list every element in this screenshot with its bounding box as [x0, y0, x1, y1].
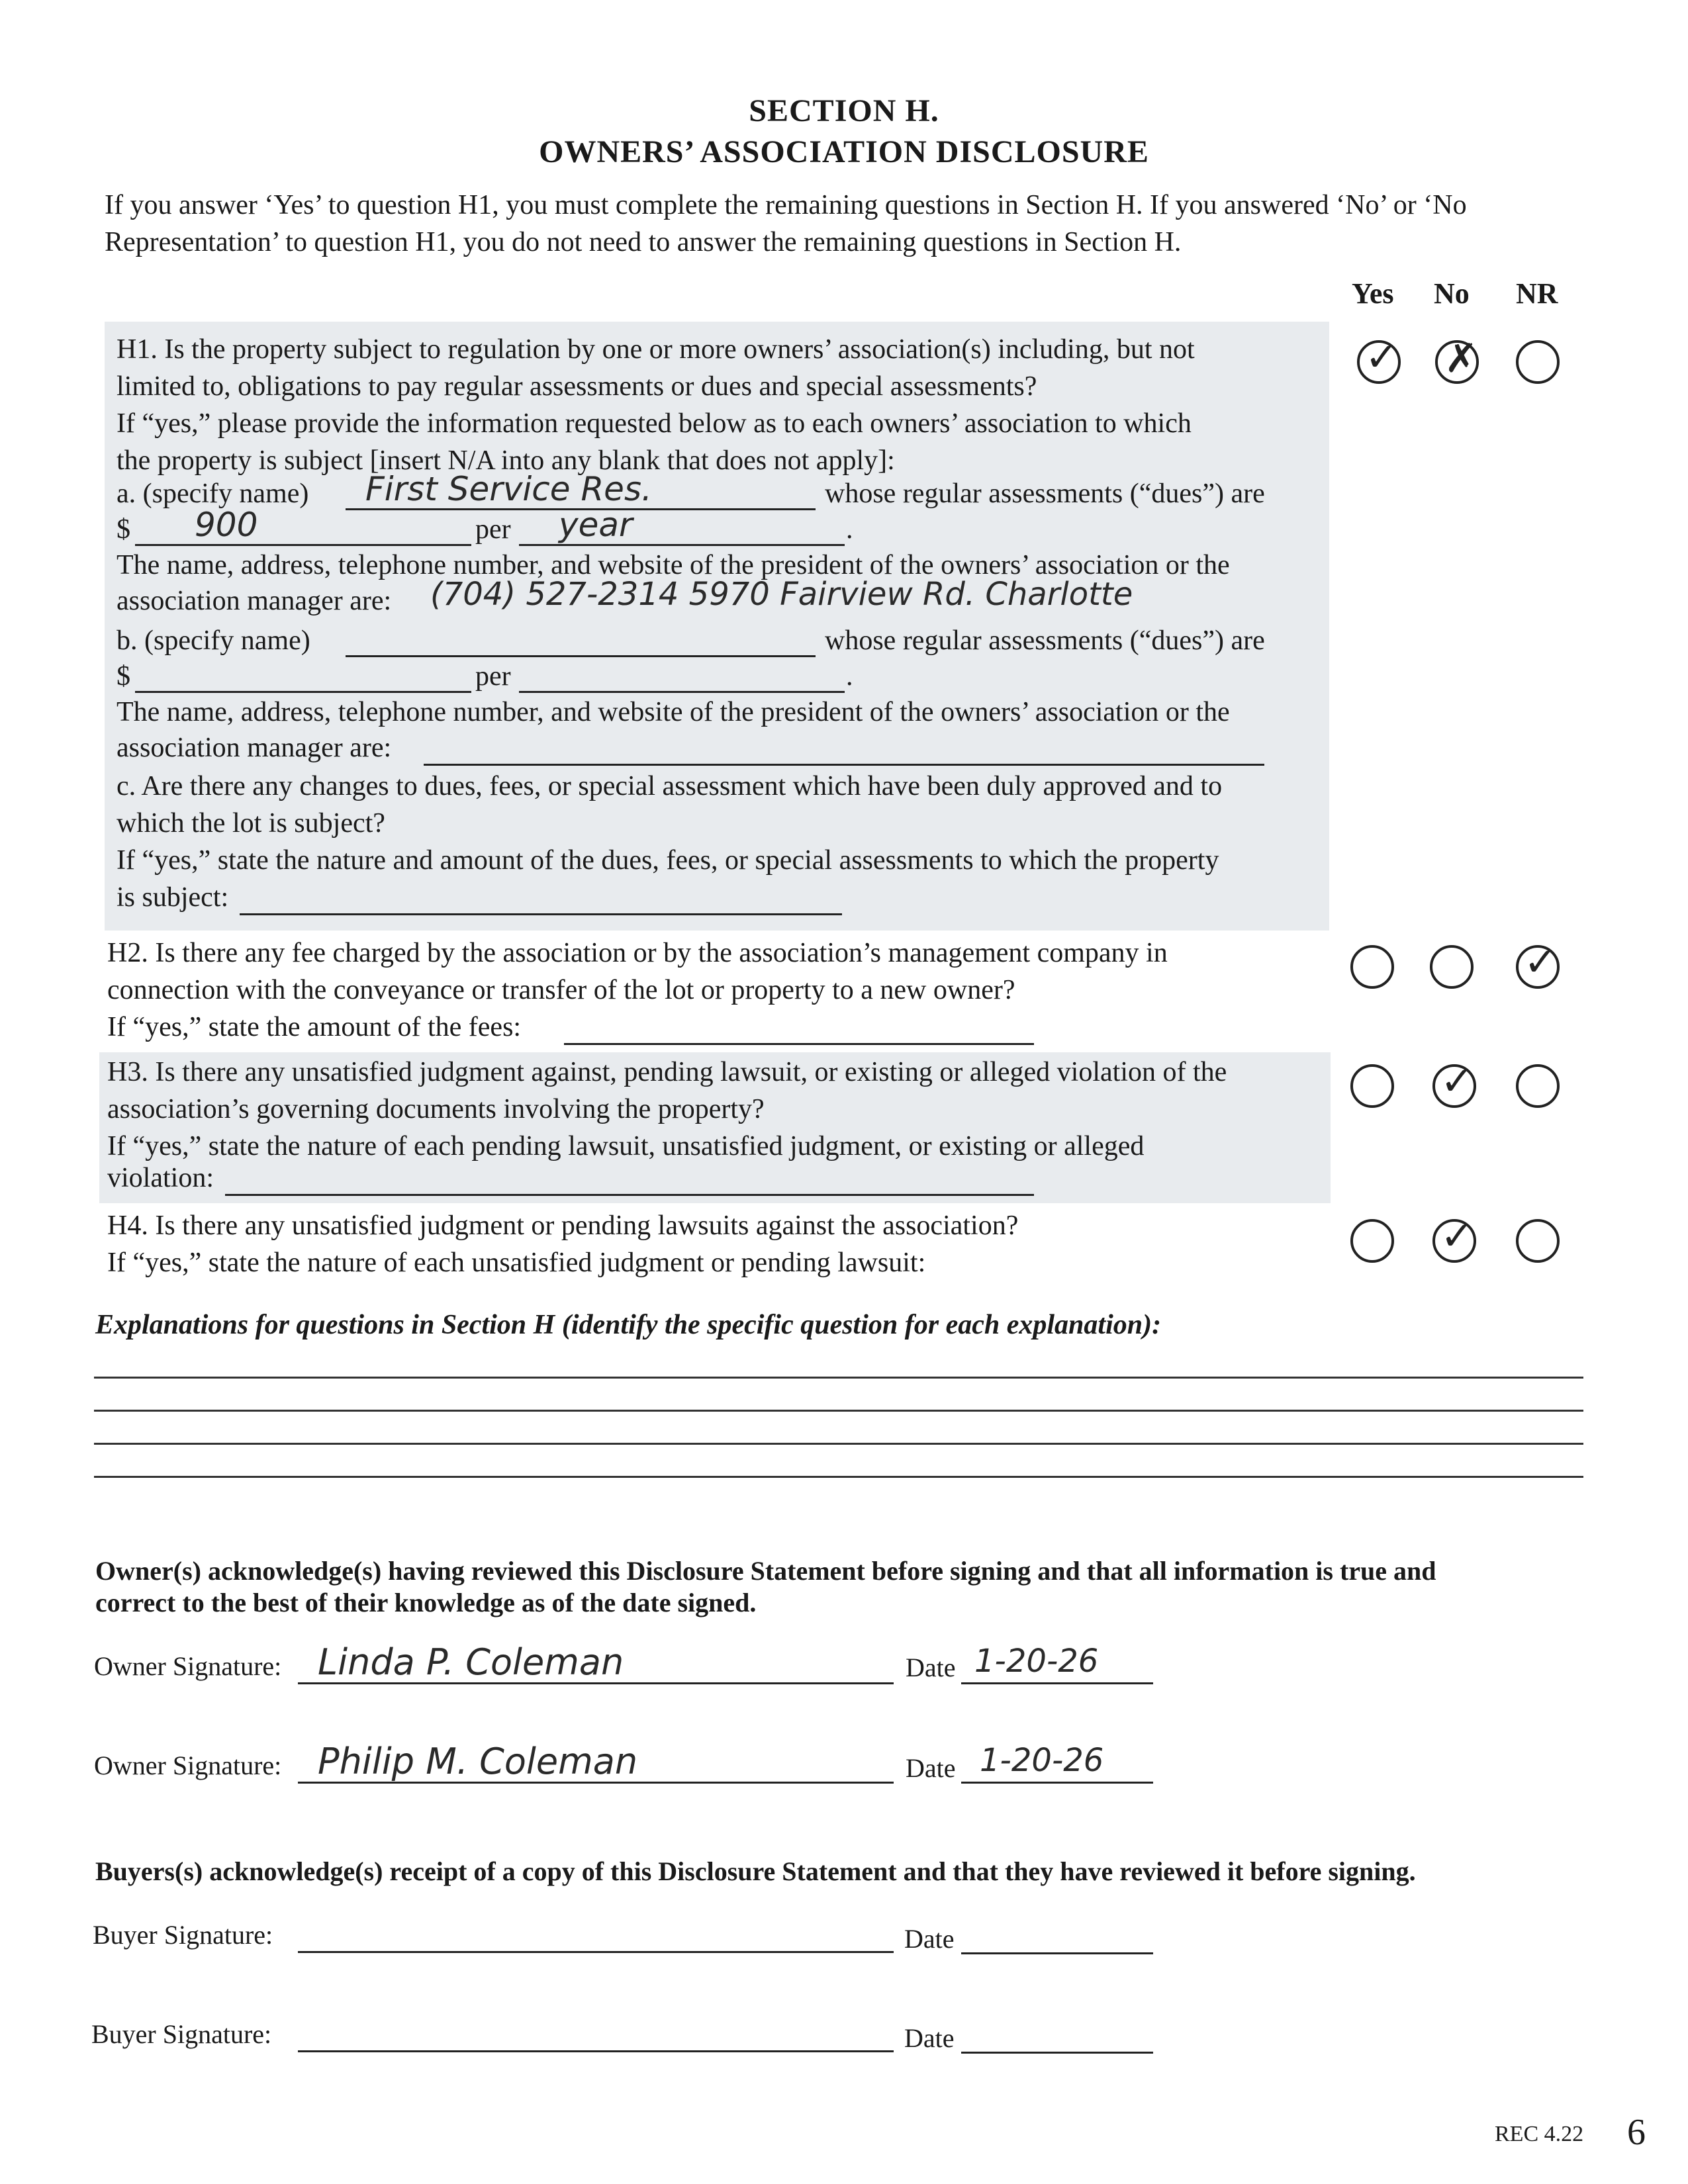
- h1-a-whose: whose regular assessments (“dues”) are: [825, 478, 1265, 509]
- h1-line-3: If “yes,” please provide the information requested below as to each owners’ association to which: [117, 408, 1192, 439]
- h3-last-label: violation:: [107, 1163, 214, 1193]
- h1-b-manager-field[interactable]: [424, 728, 1264, 766]
- h1-a-period-field[interactable]: [519, 506, 845, 546]
- h2-question: [107, 934, 1319, 1009]
- owner-date-label-2: Date: [906, 1753, 956, 1783]
- owner-date-field-2[interactable]: [961, 1742, 1153, 1784]
- h4-line-1: H4. Is there any unsatisfied judgment or pending lawsuits against the association?: [107, 1210, 1019, 1241]
- h1-a-dollar: $: [117, 514, 130, 545]
- h3-question: [107, 1054, 1319, 1165]
- buyer-date-label-2: Date: [904, 2023, 955, 2053]
- h1-a-per: per: [475, 514, 511, 545]
- h1-a-manager-value: (704) 527-2314 5970 Fairview Rd. Charlotte: [430, 576, 1133, 613]
- h1-b-dollar: $: [117, 661, 130, 692]
- h1-line-1: H1. Is the property subject to regulation by one or more owners’ association(s) including, but not: [117, 334, 1195, 365]
- check-mark-icon: ✓: [1365, 334, 1399, 381]
- owner-signature-label-1: Owner Signature:: [94, 1651, 282, 1681]
- h1-no-radio[interactable]: [1435, 336, 1479, 384]
- check-mark-icon: ✓: [1524, 939, 1558, 985]
- explanation-line-3[interactable]: [94, 1443, 1583, 1445]
- owner-date-field-1[interactable]: [961, 1643, 1153, 1684]
- buyer-signature-field-1[interactable]: [298, 1913, 894, 1953]
- h1-b-per: per: [475, 661, 511, 692]
- h1-a-president-line: The name, address, telephone number, and website of the president of the owners’ association or the: [117, 550, 1230, 580]
- h1-c-question: [117, 768, 1328, 879]
- h1-question: [117, 331, 1328, 479]
- explanation-line-2[interactable]: [94, 1410, 1583, 1412]
- h4-yes-radio[interactable]: [1350, 1219, 1394, 1263]
- buyer-signature-label-1: Buyer Signature:: [93, 1920, 273, 1950]
- intro-line-2: Representation’ to question H1, you do not need to answer the remaining questions in Section H.: [105, 227, 1182, 257]
- h1-b-manager-label: association manager are:: [117, 733, 392, 763]
- h2-last-label: If “yes,” state the amount of the fees:: [107, 1012, 522, 1042]
- h2-nr-radio[interactable]: [1516, 939, 1560, 989]
- h3-line-2: association’s governing documents involving the property?: [107, 1094, 765, 1124]
- h2-yes-radio[interactable]: [1350, 945, 1394, 989]
- buyer-date-label-1: Date: [904, 1924, 955, 1954]
- h1-a-name-field[interactable]: [346, 470, 816, 510]
- owner-date-label-1: Date: [906, 1653, 956, 1682]
- h1-b-president-line: The name, address, telephone number, and website of the president of the owners’ association or the: [117, 697, 1230, 727]
- owner-ack-line-2: correct to the best of their knowledge as of the date signed.: [95, 1588, 757, 1617]
- h1-yes-radio[interactable]: [1357, 334, 1401, 384]
- check-mark-icon: ✓: [1440, 1213, 1474, 1259]
- owner-signature-label-2: Owner Signature:: [94, 1751, 282, 1780]
- owner-signature-field-1[interactable]: [298, 1641, 894, 1684]
- owner-signature-1: Linda P. Coleman: [318, 1641, 624, 1683]
- h3-violation-field[interactable]: [225, 1160, 1034, 1196]
- intro-line-1: If you answer ‘Yes’ to question H1, you must complete the remaining questions in Section H. If you answered ‘No’ or ‘No: [105, 190, 1467, 220]
- h1-c-line-2: which the lot is subject?: [117, 808, 385, 839]
- buyer-acknowledgement: Buyers(s) acknowledge(s) receipt of a copy of this Disclosure Statement and that they have reviewed it before signing.: [95, 1856, 1416, 1886]
- h1-b-amount-field[interactable]: [135, 653, 471, 693]
- buyer-signature-field-2[interactable]: [298, 2012, 894, 2052]
- h1-nr-radio[interactable]: [1516, 340, 1560, 384]
- h1-b-period-field[interactable]: [519, 653, 845, 693]
- h1-a-period-value: year: [559, 506, 633, 544]
- h2-fees-field[interactable]: [564, 1009, 1034, 1045]
- h1-b-name-field[interactable]: [346, 617, 816, 657]
- h4-question: [107, 1207, 1319, 1281]
- h4-line-2: If “yes,” state the nature of each unsatisfied judgment or pending lawsuit:: [107, 1248, 926, 1278]
- scribble-mark-icon: ✗: [1444, 336, 1478, 382]
- column-yes: Yes: [1352, 277, 1394, 310]
- h1-line-4: the property is subject [insert N/A into any blank that does not apply]:: [117, 445, 895, 476]
- explanation-line-1[interactable]: [94, 1377, 1583, 1379]
- intro-text: [105, 187, 1601, 261]
- h1-a-name-value: First Service Res.: [365, 470, 652, 508]
- explanations-title: Explanations for questions in Section H (identify the specific question for each explanation):: [95, 1310, 1162, 1340]
- owner-ack-line-1: Owner(s) acknowledge(s) having reviewed this Disclosure Statement before signing and that all information is true and: [95, 1556, 1436, 1586]
- owner-acknowledgement: [95, 1555, 1605, 1619]
- h3-yes-radio[interactable]: [1350, 1064, 1394, 1108]
- h1-c-line-3: If “yes,” state the nature and amount of the dues, fees, or special assessments to which the property: [117, 845, 1219, 876]
- h1-a-manager-label: association manager are:: [117, 586, 392, 616]
- h1-b-whose: whose regular assessments (“dues”) are: [825, 625, 1265, 656]
- h2-line-2: connection with the conveyance or transfer of the lot or property to a new owner?: [107, 975, 1015, 1005]
- h1-c-last-label: is subject:: [117, 882, 229, 913]
- column-nr: NR: [1516, 277, 1558, 310]
- h1-a-manager-field[interactable]: [430, 576, 1324, 615]
- h2-no-radio[interactable]: [1430, 945, 1474, 989]
- h1-c-line-1: c. Are there any changes to dues, fees, or special assessment which have been duly approved and to: [117, 771, 1223, 801]
- page-number: 6: [1627, 2112, 1646, 2153]
- h1-a-period-dot: .: [846, 514, 853, 545]
- h1-line-2: limited to, obligations to pay regular assessments or dues and special assessments?: [117, 371, 1037, 402]
- h1-a-amount-value: 900: [195, 506, 258, 544]
- h3-line-3: If “yes,” state the nature of each pending lawsuit, unsatisfied judgment, or existing or alleged: [107, 1131, 1145, 1161]
- owner-signature-field-2[interactable]: [298, 1741, 894, 1784]
- form-number: REC 4.22: [1495, 2122, 1584, 2146]
- section-label: SECTION H.: [749, 93, 939, 128]
- column-no: No: [1434, 277, 1470, 310]
- explanation-line-4[interactable]: [94, 1476, 1583, 1478]
- h4-no-radio[interactable]: [1432, 1213, 1476, 1263]
- h1-c-field[interactable]: [240, 878, 842, 915]
- buyer-signature-label-2: Buyer Signature:: [91, 2019, 272, 2049]
- h4-nr-radio[interactable]: [1516, 1219, 1560, 1263]
- h3-nr-radio[interactable]: [1516, 1064, 1560, 1108]
- h2-line-1: H2. Is there any fee charged by the association or by the association’s management company in: [107, 938, 1168, 968]
- h3-line-1: H3. Is there any unsatisfied judgment against, pending lawsuit, or existing or alleged violation of the: [107, 1057, 1227, 1087]
- check-mark-icon: ✓: [1440, 1058, 1474, 1105]
- owner-date-1: 1-20-26: [974, 1643, 1099, 1680]
- buyer-date-field-1[interactable]: [961, 1914, 1153, 1954]
- h1-b-label: b. (specify name): [117, 625, 310, 656]
- h3-no-radio[interactable]: [1432, 1058, 1476, 1108]
- h1-a-label: a. (specify name): [117, 478, 309, 509]
- owner-date-2: 1-20-26: [980, 1742, 1104, 1779]
- buyer-date-field-2[interactable]: [961, 2013, 1153, 2054]
- page-title: OWNERS’ ASSOCIATION DISCLOSURE: [539, 134, 1149, 169]
- h1-a-amount-field[interactable]: [135, 506, 471, 546]
- owner-signature-2: Philip M. Coleman: [318, 1741, 638, 1782]
- h1-b-period-dot: .: [846, 661, 853, 692]
